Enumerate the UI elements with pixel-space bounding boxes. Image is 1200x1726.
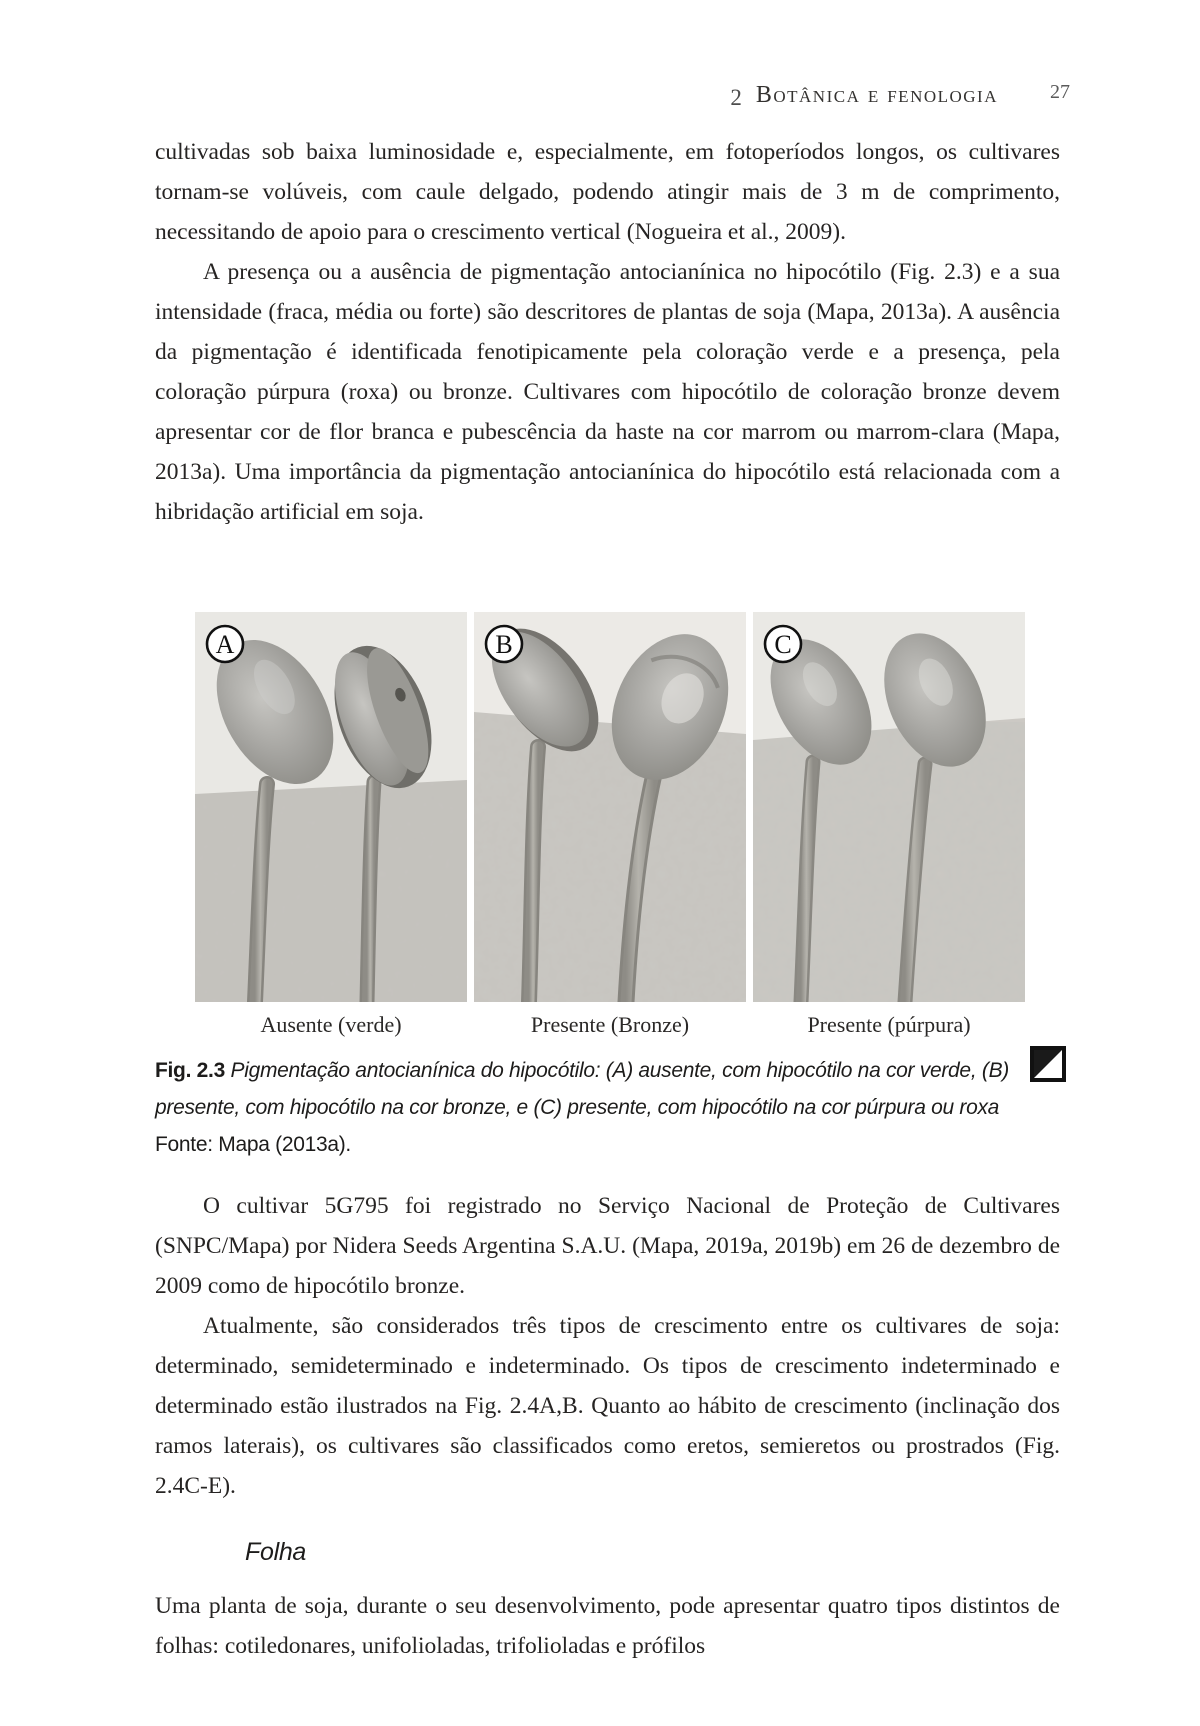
- running-head: [155, 82, 1070, 109]
- figure-panel-b: [474, 612, 746, 1038]
- panel-letter-a: A: [215, 630, 235, 659]
- figure-source: Fonte: Mapa (2013a).: [155, 1133, 351, 1156]
- seedling-photo-c: [753, 612, 1025, 1002]
- body-text-upper: [155, 132, 1060, 532]
- chapter-number: 2: [730, 85, 742, 110]
- figure-caption-body: Pigmentação antocianínica do hipocótilo: (A) ausente, com hipocótilo na cor verde, (B) presente, com hipocótilo na cor bronze, e (C) presente, com hipocótilo na cor púrpura ou roxa: [155, 1059, 1009, 1119]
- chapter-title: Botânica e fenologia: [755, 82, 998, 108]
- panel-letter-c: C: [774, 630, 792, 659]
- paragraph: Uma planta de soja, durante o seu desenvolvimento, pode apresentar quatro tipos distintos de folhas: cotiledonares, unifolioladas, trifolioladas e prófilos: [155, 1593, 1060, 1659]
- paragraph: O cultivar 5G795 foi registrado no Serviço Nacional de Proteção de Cultivares (SNPC/Mapa) por Nidera Seeds Argentina S.A.U. (Mapa, 2019a, 2019b) em 26 de dezembro de 2009 como de hipocótilo bronze.: [155, 1193, 1060, 1299]
- figure-caption-label: Fig. 2.3: [155, 1059, 225, 1082]
- seedling-photo-b: [474, 612, 746, 1002]
- paragraph: A presença ou a ausência de pigmentação antocianínica no hipocótilo (Fig. 2.3) e a sua intensidade (fraca, média ou forte) são descritores de plantas de soja (Mapa, 2013a). A ausência da pigmentação é identificada fenotipicamente pela coloração verde e a presença, pela coloração púrpura (roxa) ou bronze. Cultivares com hipocótilo de coloração bronze devem apresentar cor de flor branca e pubescência da haste na cor marrom ou marrom-clara (Mapa, 2013a). Uma importância da pigmentação antocianínica do hipocótilo está relacionada com a hibridação artificial em soja.: [155, 259, 1060, 525]
- diagonal-split-square-icon: [1030, 1046, 1066, 1082]
- panel-label-c: Presente (púrpura): [807, 1012, 971, 1037]
- figure-2-3: [195, 612, 1033, 1038]
- panel-letter-b: B: [495, 630, 513, 659]
- panel-label-b: Presente (Bronze): [530, 1012, 690, 1037]
- page-number: 27: [1050, 81, 1070, 103]
- body-text-final: [155, 1586, 1060, 1666]
- section-heading-folha: Folha: [245, 1538, 307, 1566]
- figure-caption: [155, 1052, 1070, 1163]
- paragraph: Atualmente, são considerados três tipos de crescimento entre os cultivares de soja: determinado, semideterminado e indeterminado. Os tipos de crescimento indeterminado e determinado estão ilustrados na Fig. 2.4A,B. Quanto ao hábito de crescimento (inclinação dos ramos laterais), os cultivares são classificados como eretos, semieretos ou prostrados (Fig. 2.4C-E).: [155, 1313, 1060, 1499]
- body-text-lower: [155, 1186, 1060, 1506]
- figure-panel-c: [753, 612, 1025, 1038]
- figure-panel-a: [195, 612, 467, 1038]
- figure-panels: [195, 612, 1033, 1038]
- paragraph: cultivadas sob baixa luminosidade e, especialmente, em fotoperíodos longos, os cultivares tornam-se volúveis, com caule delgado, podendo atingir mais de 3 m de comprimento, necessitando de apoio para o crescimento vertical (Nogueira et al., 2009).: [155, 139, 1060, 245]
- figure-caption-text: [155, 1052, 1035, 1126]
- seedling-photo-a: [195, 612, 467, 1002]
- panel-label-a: Ausente (verde): [260, 1012, 402, 1037]
